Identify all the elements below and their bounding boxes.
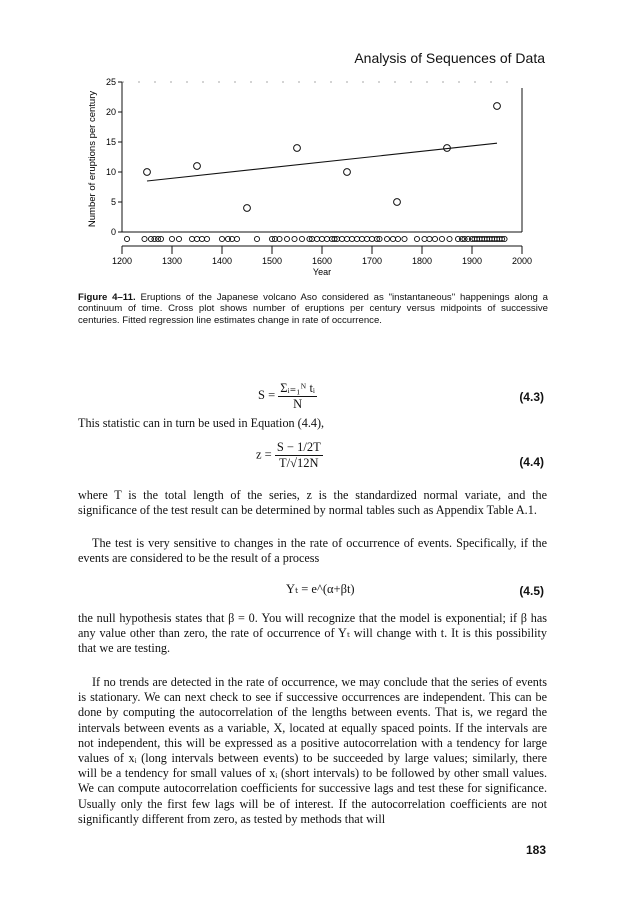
x-tick-label: 1300 xyxy=(161,256,183,266)
regression-line xyxy=(147,143,497,181)
body-paragraph: The test is very sensitive to changes in the rate of occurrence of events. Specifically, if the events are considered to be the result of a process xyxy=(78,536,547,566)
eruption-mark xyxy=(234,236,239,241)
y-tick-label: 25 xyxy=(105,77,116,87)
equation-lhs: S = xyxy=(258,387,276,402)
numerator: S − 1/2T xyxy=(276,440,321,454)
eruption-mark xyxy=(314,236,319,241)
eruption-mark xyxy=(439,236,444,241)
x-axis-ticks xyxy=(112,246,532,266)
eruption-mark xyxy=(204,236,209,241)
eruption-mark xyxy=(354,236,359,241)
fraction xyxy=(275,440,323,471)
y-axis-ticks xyxy=(106,77,122,237)
eruption-mark xyxy=(254,236,259,241)
x-tick-label: 1600 xyxy=(311,256,333,266)
eruption-mark xyxy=(292,236,297,241)
data-point xyxy=(194,163,201,170)
equation-4-4 xyxy=(256,440,323,471)
x-tick-label: 2000 xyxy=(511,256,533,266)
eruption-mark xyxy=(142,236,147,241)
eruption-mark xyxy=(169,236,174,241)
equation-lhs: z = xyxy=(256,447,272,462)
eruption-mark xyxy=(324,236,329,241)
figure-caption xyxy=(78,292,548,326)
equation-4-5: Yₜ = e^(α+βt) xyxy=(286,582,355,596)
denominator: N xyxy=(293,397,303,411)
eruption-chart xyxy=(0,0,629,290)
eruption-mark xyxy=(194,236,199,241)
eruption-mark xyxy=(447,236,452,241)
x-tick-label: 1700 xyxy=(361,256,383,266)
eruption-mark xyxy=(124,236,129,241)
eruption-mark xyxy=(299,236,304,241)
eruption-mark xyxy=(422,236,427,241)
eruption-mark xyxy=(339,236,344,241)
data-points xyxy=(144,103,501,212)
y-tick-label: 5 xyxy=(110,197,116,207)
eruption-mark xyxy=(349,236,354,241)
eruption-mark xyxy=(384,236,389,241)
numerator: Σᵢ₌₁ᴺ tᵢ xyxy=(280,381,315,395)
x-tick-label: 1500 xyxy=(261,256,283,266)
eruption-mark xyxy=(344,236,349,241)
equation-number: (4.5) xyxy=(519,584,544,598)
eruption-mark xyxy=(432,236,437,241)
equation-number: (4.3) xyxy=(519,390,544,404)
y-axis-label: Number of eruptions per century xyxy=(87,90,98,228)
y-tick-label: 0 xyxy=(110,227,116,237)
x-tick-label: 1800 xyxy=(411,256,433,266)
x-axis-label: Year xyxy=(312,267,332,277)
figure-label: Figure 4–11. xyxy=(78,292,136,303)
y-tick-label: 10 xyxy=(105,167,116,177)
x-tick-label: 1900 xyxy=(461,256,483,266)
regression-line-path xyxy=(147,143,497,181)
data-point xyxy=(394,199,401,206)
eruption-mark xyxy=(427,236,432,241)
running-head: Analysis of Sequences of Data xyxy=(354,50,545,66)
eruption-mark xyxy=(369,236,374,241)
data-point xyxy=(494,103,501,110)
eruption-mark xyxy=(199,236,204,241)
x-tick-label: 1200 xyxy=(111,256,133,266)
eruption-mark xyxy=(395,236,400,241)
equation-4-3 xyxy=(258,380,317,412)
eruption-mark xyxy=(414,236,419,241)
x-tick-label: 1400 xyxy=(211,256,233,266)
chart-axes xyxy=(122,82,522,246)
eruption-mark xyxy=(402,236,407,241)
eruption-mark xyxy=(176,236,181,241)
eruption-mark xyxy=(359,236,364,241)
y-tick-label: 20 xyxy=(105,107,116,117)
data-point xyxy=(294,145,301,152)
fraction xyxy=(278,380,317,412)
denominator: T/√12N xyxy=(279,456,319,470)
data-point xyxy=(144,169,151,176)
body-paragraph: If no trends are detected in the rate of occurrence, we may conclude that the series of events is stationary. We can next check to see if successive occurrences are independent. This can be done by computing the autocorrelation of the lengths between events. That is, we regard the intervals between events as a variable, X, located at equally spaced points. If the intervals are not independent, this will be expressed as a positive autocorrelation with a tendency for large values of xᵢ (long intervals between events) to be succeeded by large values; similarly, there will be a tendency for small values of xᵢ (short intervals) to be followed by other small values. We can compute autocorrelation coefficients for successive lags and test these for significance. Usually only the first few lags will be of interest. If the autocorrelation coefficients are not significantly different from zero, as tested by methods that will xyxy=(78,675,547,826)
data-point xyxy=(244,205,251,212)
eruption-mark xyxy=(390,236,395,241)
eruption-mark xyxy=(319,236,324,241)
body-paragraph: where T is the total length of the series, z is the standardized normal variate, and the significance of the test result can be determined by normal tables such as Appendix Table A.1. xyxy=(78,488,547,518)
eruption-mark xyxy=(189,236,194,241)
body-paragraph: the null hypothesis states that β = 0. You will recognize that the model is exponential; if β has any value other than zero, the rate of occurrence of Yₜ will change with t. It is this possibility that we are testing. xyxy=(78,611,547,656)
eruption-mark xyxy=(219,236,224,241)
body-paragraph: This statistic can in turn be used in Equation (4.4), xyxy=(78,416,325,430)
equation-number: (4.4) xyxy=(519,455,544,469)
eruption-rug xyxy=(124,236,507,241)
data-point xyxy=(344,169,351,176)
y-tick-label: 15 xyxy=(105,137,116,147)
eruption-mark xyxy=(284,236,289,241)
eruption-mark xyxy=(364,236,369,241)
figure-caption-text: Eruptions of the Japanese volcano Aso considered as "instantaneous" happenings along a continuum of time. Cross plot shows number of eruptions per century versus midpoints of successive centuries. Fitted regression line estimates change in rate of occurrence. xyxy=(78,292,548,326)
page-number: 183 xyxy=(525,843,546,857)
